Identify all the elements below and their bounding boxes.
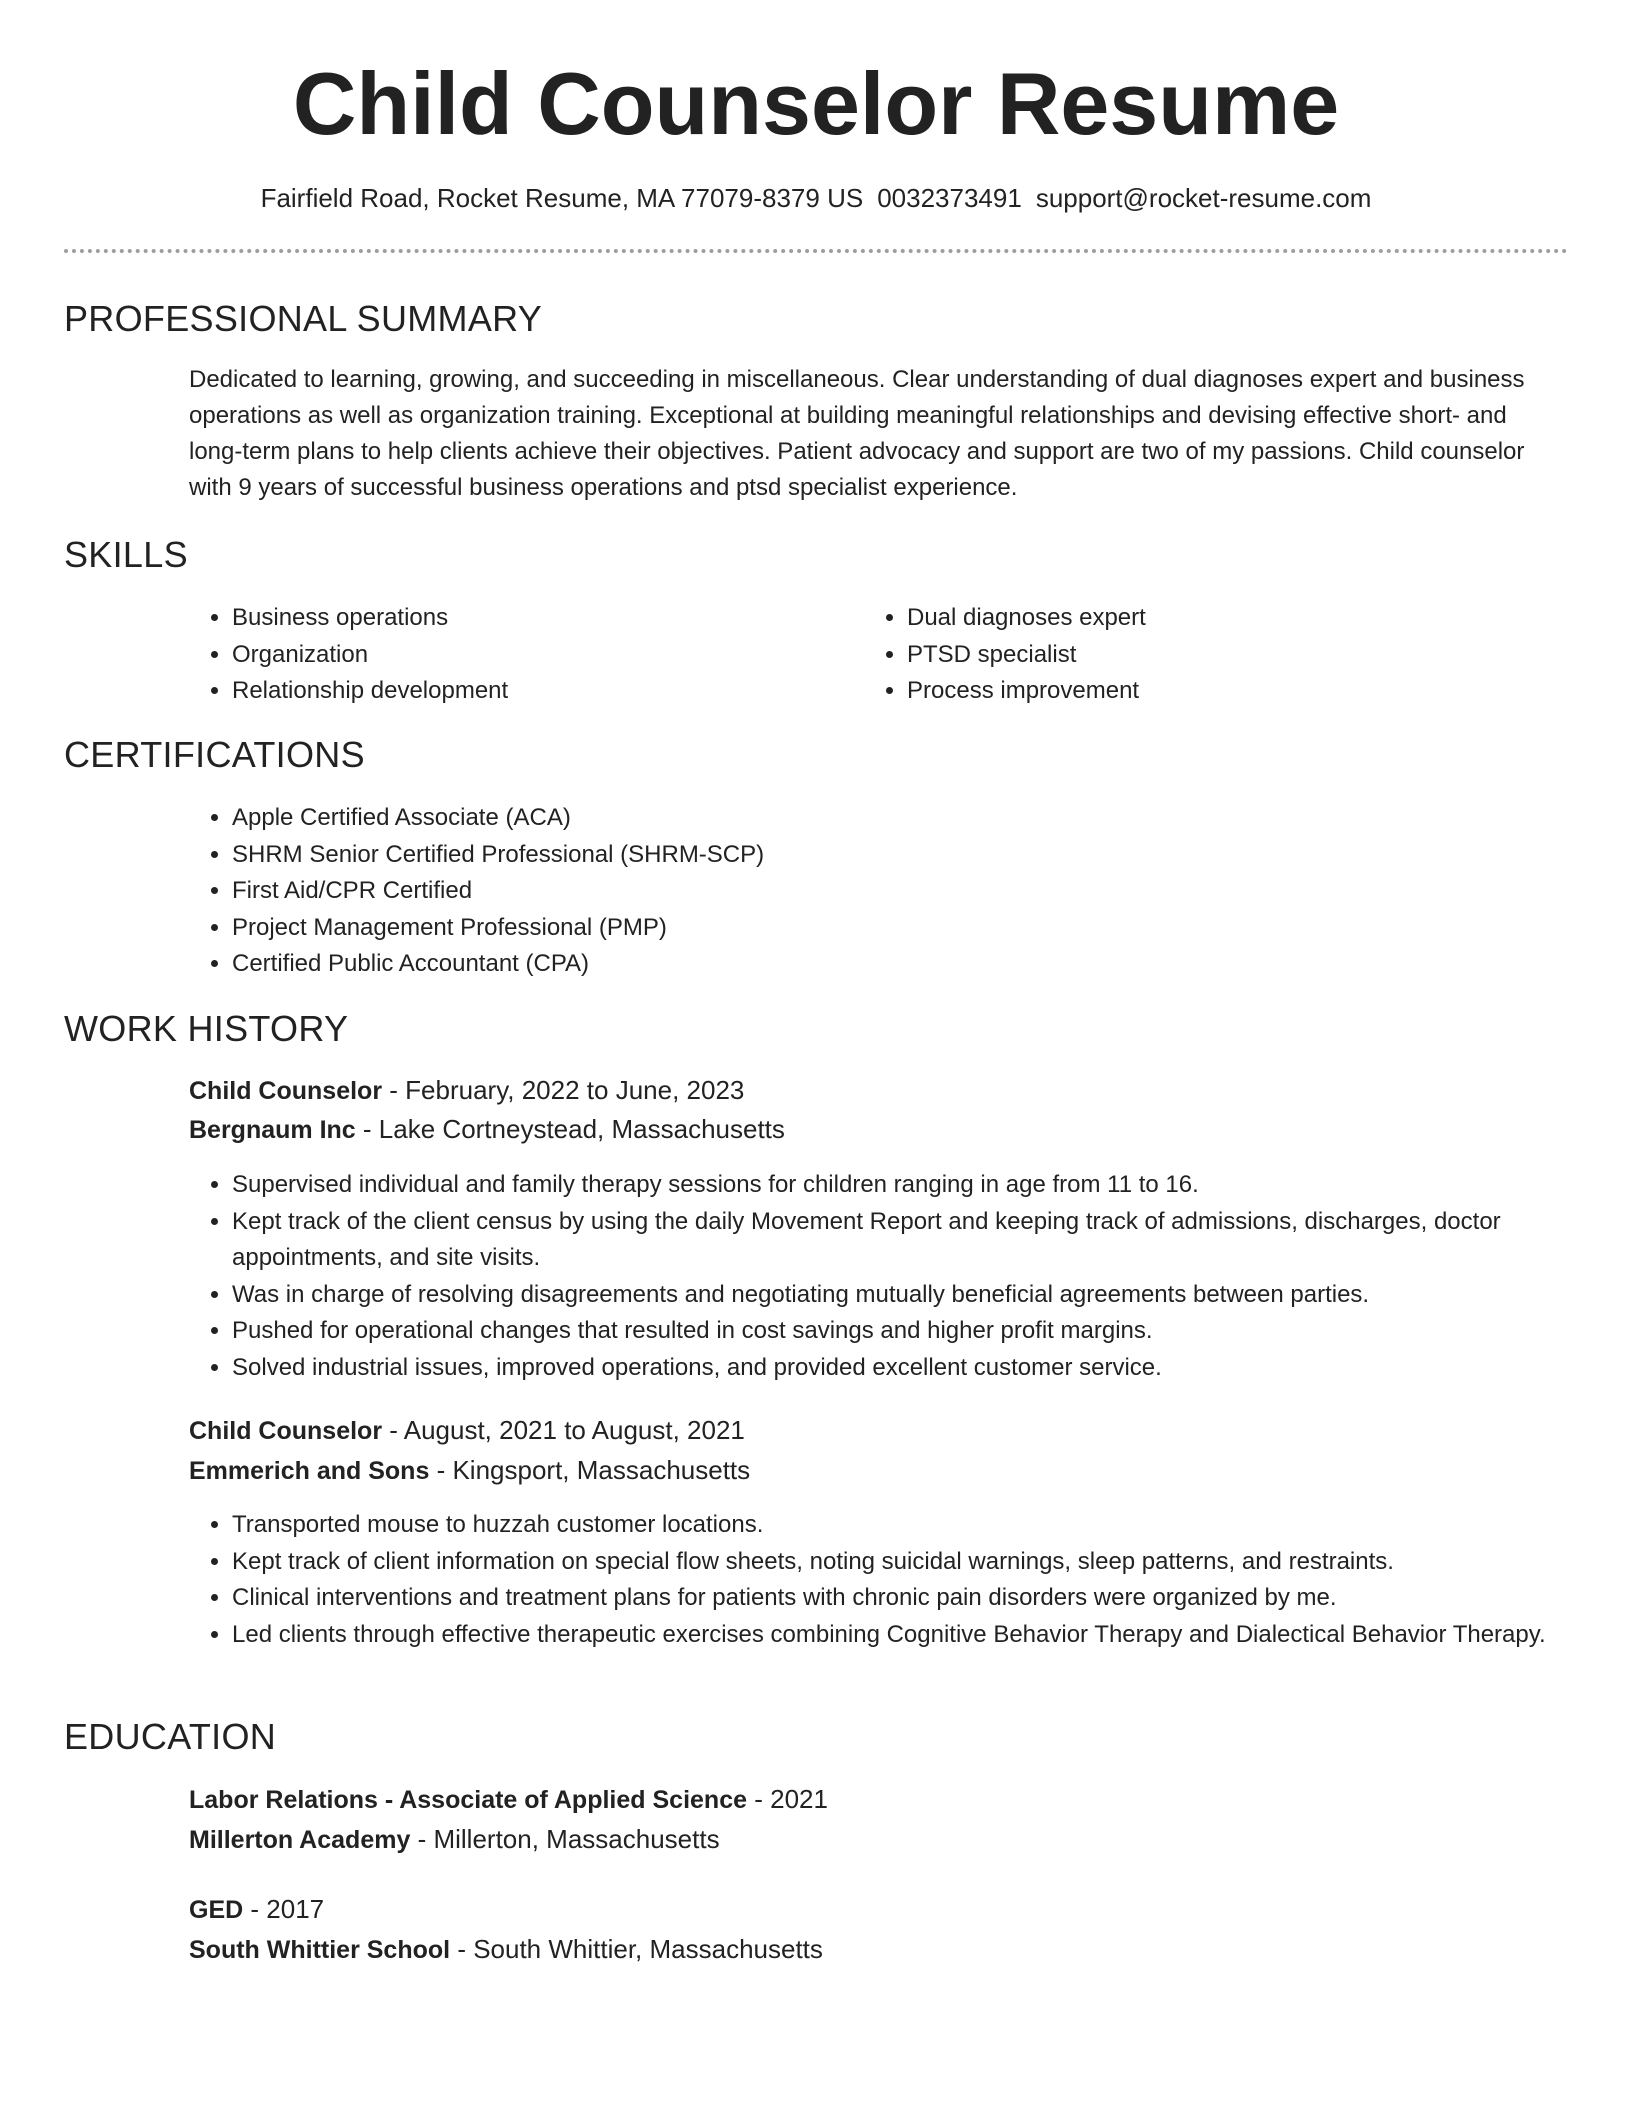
education-degree: Labor Relations - Associate of Applied Science xyxy=(189,1786,747,1814)
job-bullet: • Kept track of the client census by using the daily Movement Report and keeping track of admissions, discharges, doctor appointments, and site visits. xyxy=(232,1204,1602,1277)
certification-item: • Apple Certified Associate (ACA) xyxy=(232,800,1562,837)
certification-item: • Certified Public Accountant (CPA) xyxy=(232,946,1562,983)
contact-line xyxy=(0,180,1632,216)
job-dates: - August, 2021 to August, 2021 xyxy=(382,1415,745,1445)
work-history-heading: WORK HISTORY xyxy=(64,1008,349,1049)
job-bullets xyxy=(189,1507,1602,1653)
skills-list-left xyxy=(189,600,852,710)
education-school: South Whittier School xyxy=(189,1936,451,1964)
header-divider xyxy=(64,249,1568,253)
education-year: - 2021 xyxy=(747,1784,828,1814)
job-title: Child Counselor xyxy=(189,1417,383,1445)
skill-item: • Process improvement xyxy=(907,673,1527,710)
summary-text: Dedicated to learning, growing, and succeeding in miscellaneous. Clear understanding of dual diagnoses expert and business operations as well as organization training. Exceptional at building meaningful relationships and devising effective short- and long-term plans to help clients achieve their objectives. Patient advocacy and support are two of my passions. Child counselor with 9 years of successful business operations and ptsd specialist experience. xyxy=(189,366,1525,501)
job-company: Emmerich and Sons xyxy=(189,1457,430,1485)
education-heading: EDUCATION xyxy=(64,1716,277,1757)
skill-item: • Dual diagnoses expert xyxy=(907,600,1527,637)
job-dates: - February, 2022 to June, 2023 xyxy=(382,1075,745,1105)
contact-address: Fairfield Road, Rocket Resume, MA 77079-8379 US xyxy=(260,183,864,213)
skill-item: • PTSD specialist xyxy=(907,637,1527,674)
skill-item: • Relationship development xyxy=(232,673,852,710)
resume-title: Child Counselor Resume xyxy=(292,54,1340,153)
job-bullet: • Transported mouse to huzzah customer locations. xyxy=(232,1507,1602,1544)
education-degree: GED xyxy=(189,1896,244,1924)
education-location: - South Whittier, Massachusetts xyxy=(450,1934,823,1964)
skills-heading: SKILLS xyxy=(64,534,188,575)
summary-heading: PROFESSIONAL SUMMARY xyxy=(64,298,543,339)
skills-list-right xyxy=(864,600,1527,710)
job-company-line xyxy=(189,1450,750,1491)
education-degree-line xyxy=(189,1889,324,1930)
job-bullet: • Led clients through effective therapeutic exercises combining Cognitive Behavior Therapy and Dialectical Behavior Therapy. xyxy=(232,1617,1602,1654)
skill-item: • Organization xyxy=(232,637,852,674)
job-title: Child Counselor xyxy=(189,1077,383,1105)
job-location: - Kingsport, Massachusetts xyxy=(429,1455,751,1485)
job-location: - Lake Cortneystead, Massachusetts xyxy=(355,1114,785,1144)
certification-item: • Project Management Professional (PMP) xyxy=(232,910,1562,947)
job-bullet: • Clinical interventions and treatment plans for patients with chronic pain disorders were organized by me. xyxy=(232,1580,1602,1617)
job-title-line xyxy=(189,1410,745,1451)
job-company-line xyxy=(189,1109,785,1150)
certifications-heading: CERTIFICATIONS xyxy=(64,734,365,775)
certifications-list xyxy=(189,800,1562,983)
education-location: - Millerton, Massachusetts xyxy=(410,1824,720,1854)
certification-item: • SHRM Senior Certified Professional (SHRM-SCP) xyxy=(232,837,1562,874)
certification-item: • First Aid/CPR Certified xyxy=(232,873,1562,910)
job-bullet: • Supervised individual and family therapy sessions for children ranging in age from 11 to 16. xyxy=(232,1167,1602,1204)
education-school-line xyxy=(189,1819,720,1860)
contact-email: support@rocket-resume.com xyxy=(1035,183,1372,213)
job-bullet: • Pushed for operational changes that resulted in cost savings and higher profit margins. xyxy=(232,1313,1602,1350)
education-year: - 2017 xyxy=(243,1894,325,1924)
education-school-line xyxy=(189,1929,823,1970)
skill-item: • Business operations xyxy=(232,600,852,637)
job-bullet: • Kept track of client information on special flow sheets, noting suicidal warnings, sleep patterns, and restraints. xyxy=(232,1544,1602,1581)
job-company: Bergnaum Inc xyxy=(189,1116,356,1144)
job-bullet: • Was in charge of resolving disagreements and negotiating mutually beneficial agreements between parties. xyxy=(232,1277,1602,1314)
job-bullet: • Solved industrial issues, improved operations, and provided excellent customer service. xyxy=(232,1350,1602,1387)
contact-phone: 0032373491 xyxy=(877,183,1022,213)
job-bullets xyxy=(189,1167,1602,1386)
job-title-line xyxy=(189,1070,744,1111)
education-degree-line xyxy=(189,1779,828,1820)
education-school: Millerton Academy xyxy=(189,1826,411,1854)
